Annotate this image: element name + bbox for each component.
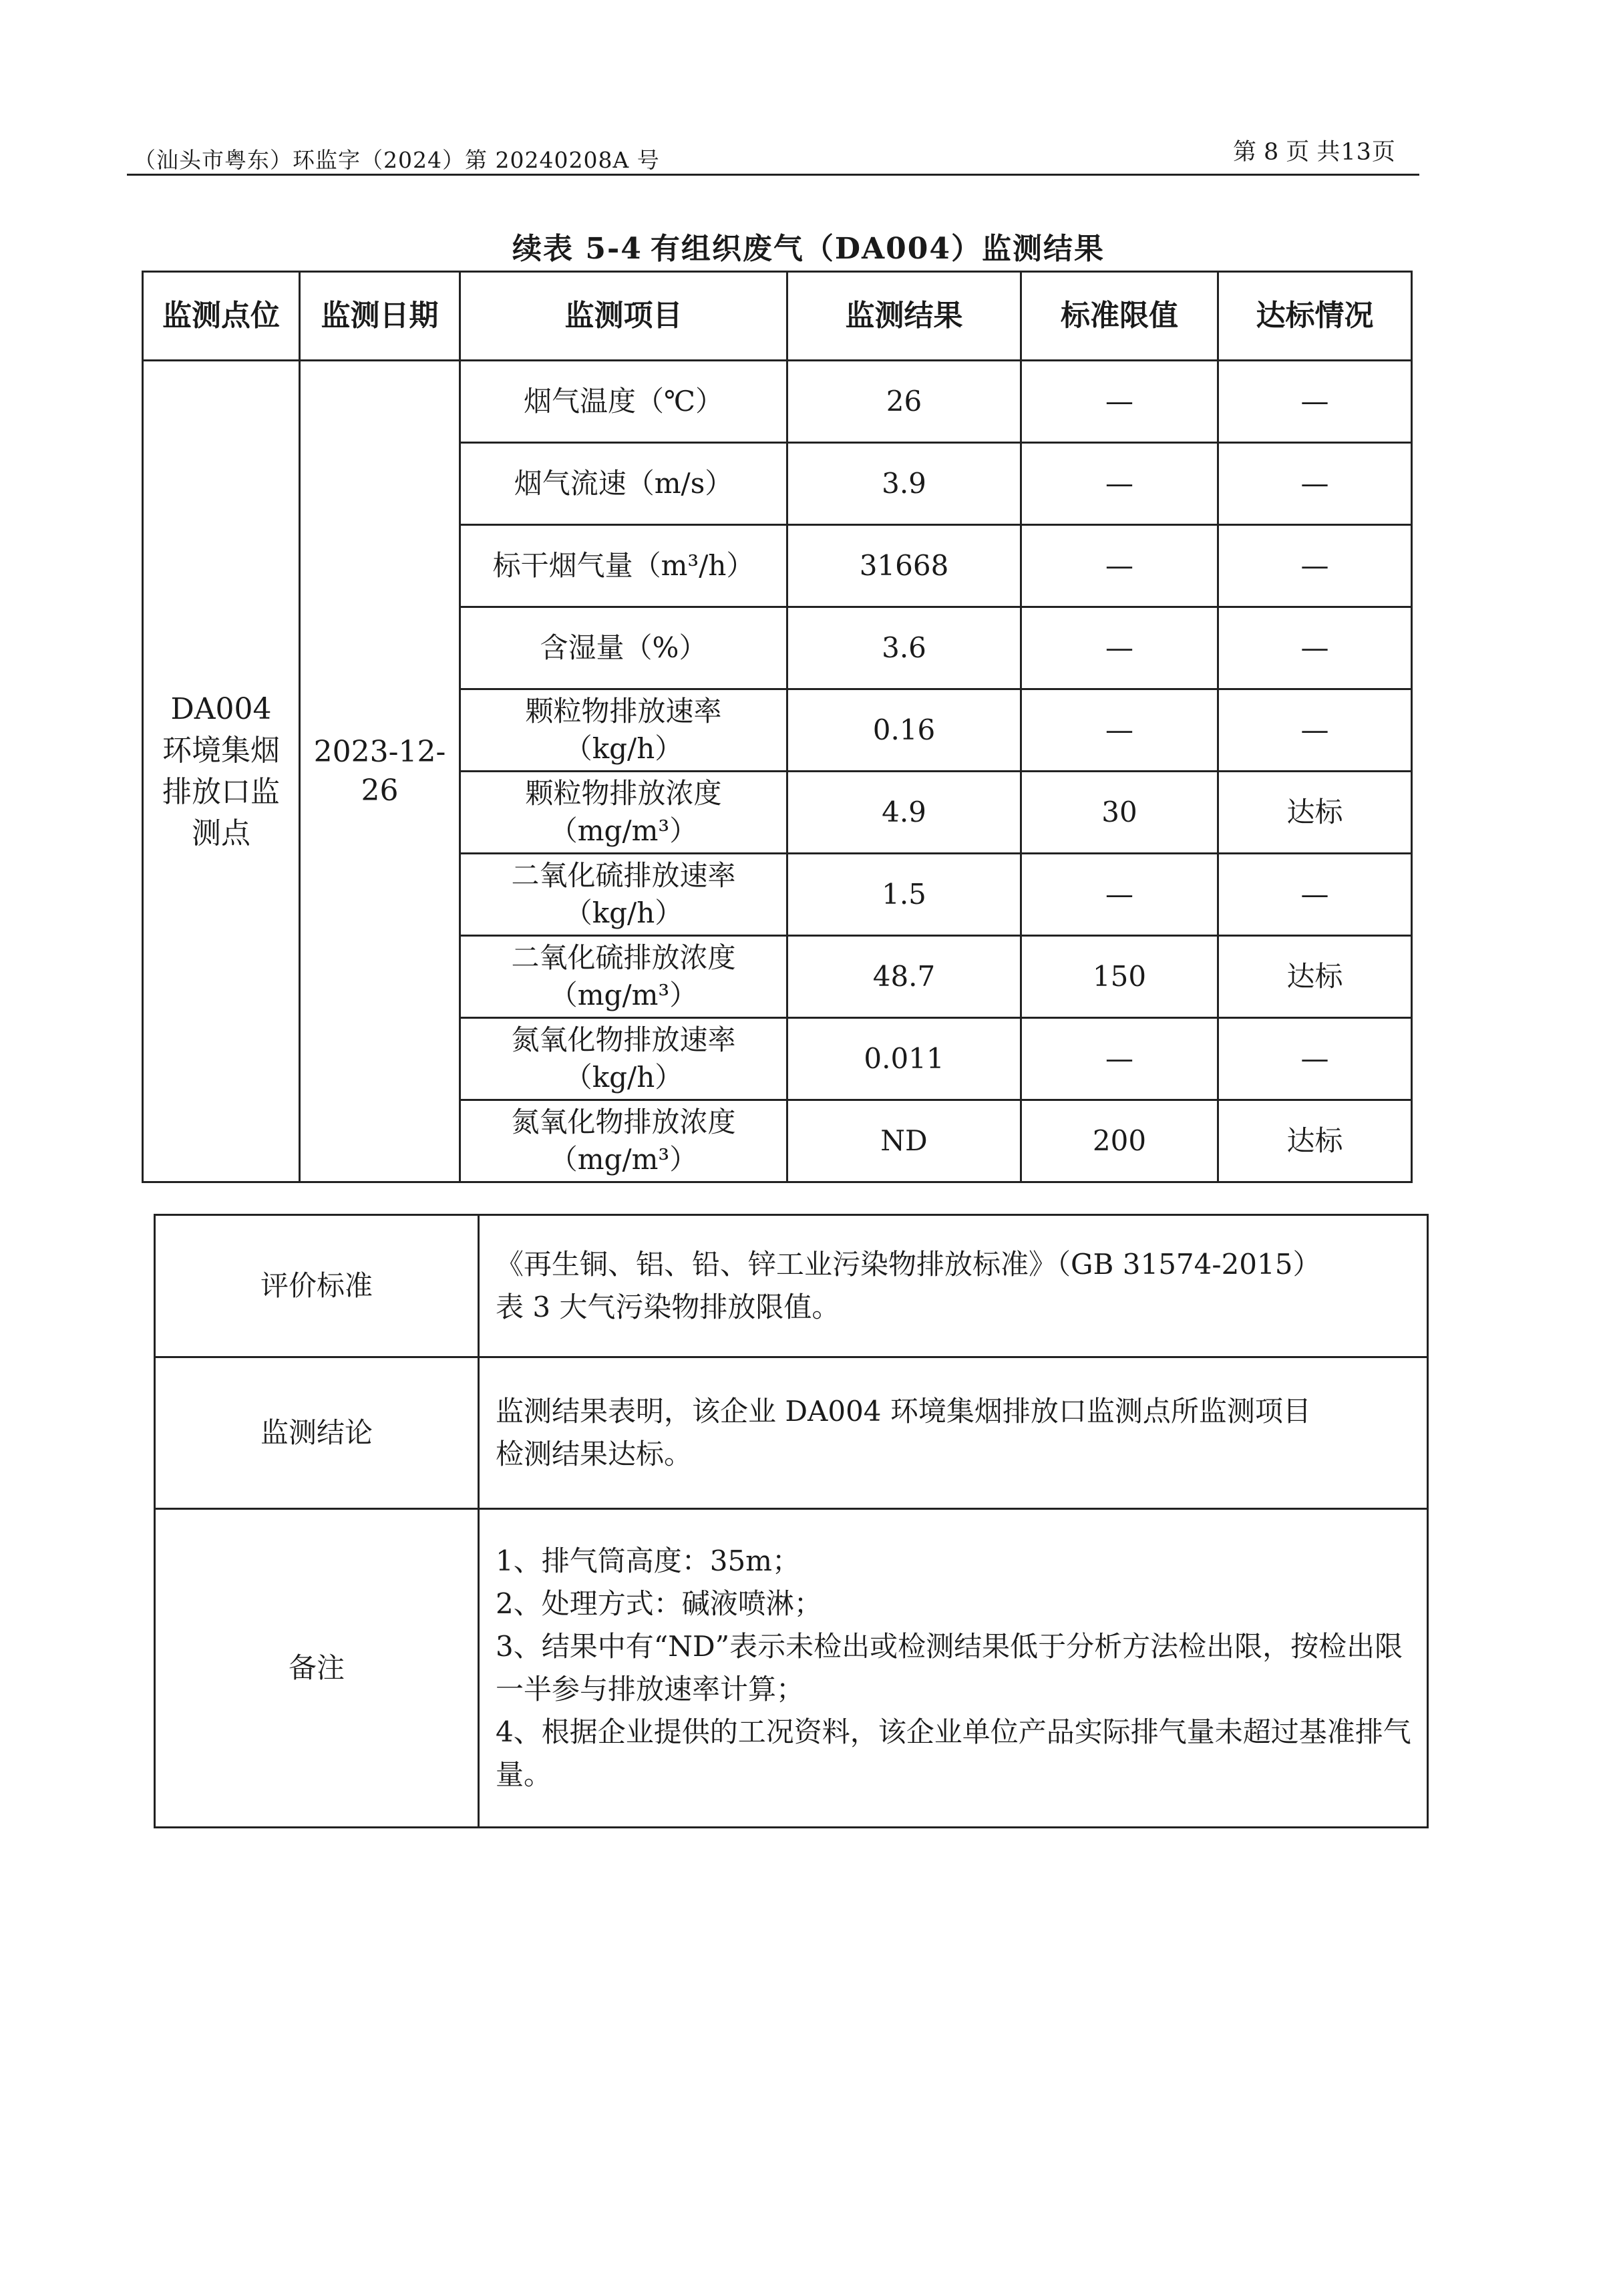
header-divider [127,174,1419,176]
status-cell: — [1218,689,1412,772]
page-label-mid: 页 [1286,139,1310,166]
evaluation-standard-line: 表 3 大气污染物排放限值。 [496,1291,840,1323]
result-cell: 26 [787,361,1021,443]
item-cell [460,361,787,443]
page-number: 8 [1264,139,1280,166]
point-line: DA004 [170,691,272,726]
point-line: 测点 [192,816,250,850]
limit-cell: — [1021,361,1218,443]
limit-cell: — [1021,689,1218,772]
item-unit: （mg/m³） [549,814,698,847]
table-title-prefix: 续表 5-4 [512,232,643,266]
table-row [143,361,1412,443]
point-line: 排放口监 [162,774,280,809]
item-name: 含湿量（%） [540,631,707,664]
header-compliance: 达标情况 [1218,272,1412,361]
limit-cell: 200 [1021,1100,1218,1182]
page-label-prefix: 第 [1233,139,1258,166]
result-cell: 4.9 [787,772,1021,854]
item-unit: （mg/m³） [549,1143,698,1176]
status-cell: — [1218,361,1412,443]
limit-cell: — [1021,443,1218,525]
point-line: 环境集烟 [162,733,280,768]
evaluation-standard-content [479,1215,1428,1357]
monitoring-conclusion-line: 监测结果表明，该企业 DA004 环境集烟排放口监测点所监测项目 [496,1395,1311,1428]
remark-item: 1、排气筒高度：35m； [496,1544,800,1577]
status-cell: 达标 [1218,772,1412,854]
item-cell [460,443,787,525]
limit-cell: — [1021,607,1218,689]
item-cell [460,854,787,936]
result-cell: ND [787,1100,1021,1182]
result-cell: 48.7 [787,936,1021,1018]
limit-cell: — [1021,1018,1218,1100]
result-cell: 31668 [787,525,1021,607]
status-cell: — [1218,1018,1412,1100]
item-name: 二氧化硫排放浓度 [511,941,736,974]
status-cell: — [1218,525,1412,607]
header-monitoring-result: 监测结果 [787,272,1021,361]
page-total: 共13页 [1316,139,1396,166]
table-title [0,224,1609,267]
monitoring-date-cell: 2023-12-26 [300,361,460,1182]
item-cell [460,525,787,607]
result-cell: 1.5 [787,854,1021,936]
page-indicator [1233,134,1403,167]
item-name: 二氧化硫排放速率 [511,859,736,892]
item-name: 氮氧化物排放速率 [511,1023,736,1056]
monitoring-conclusion-line: 检测结果达标。 [496,1438,693,1470]
monitoring-conclusion-label: 监测结论 [155,1357,479,1509]
status-cell: 达标 [1218,936,1412,1018]
limit-cell: 30 [1021,772,1218,854]
status-cell: — [1218,854,1412,936]
remarks-label: 备注 [155,1509,479,1828]
remark-item: 2、处理方式：碱液喷淋； [496,1587,822,1620]
item-unit: （kg/h） [564,896,683,929]
evaluation-standard-row [155,1215,1428,1357]
evaluation-notes-table [154,1214,1429,1828]
result-cell: 0.011 [787,1018,1021,1100]
item-name: 颗粒物排放速率 [525,695,722,727]
item-cell [460,689,787,772]
item-name: 烟气温度（℃） [524,385,723,418]
item-name: 氮氧化物排放浓度 [511,1106,736,1138]
status-cell: — [1218,443,1412,525]
remarks-content [479,1509,1428,1828]
document-number: （汕头市粤东）环监字（2024）第 20240208A 号 [134,147,660,173]
item-name: 烟气流速（m/s） [514,467,733,500]
limit-cell: 150 [1021,936,1218,1018]
remark-item: 4、根据企业提供的工况资料，该企业单位产品实际排气量未超过基准排气量。 [496,1715,1411,1791]
monitoring-point-cell [143,361,300,1182]
item-cell [460,936,787,1018]
status-cell: — [1218,607,1412,689]
remark-item: 3、结果中有“ND”表示未检出或检测结果低于分析方法检出限，按检出限一半参与排放速率计算； [496,1630,1403,1705]
header-monitoring-item: 监测项目 [460,272,787,361]
table-title-text: 有组织废气（DA004）监测结果 [650,232,1105,266]
item-unit: （kg/h） [564,1061,683,1094]
item-cell [460,772,787,854]
item-name: 颗粒物排放浓度 [525,777,722,810]
item-cell [460,607,787,689]
header-standard-limit: 标准限值 [1021,272,1218,361]
evaluation-standard-label: 评价标准 [155,1215,479,1357]
item-cell [460,1100,787,1182]
limit-cell: — [1021,854,1218,936]
result-cell: 3.9 [787,443,1021,525]
status-cell: 达标 [1218,1100,1412,1182]
result-cell: 3.6 [787,607,1021,689]
remarks-row [155,1509,1428,1828]
monitoring-conclusion-row [155,1357,1428,1509]
limit-cell: — [1021,525,1218,607]
item-unit: （mg/m³） [549,979,698,1011]
header-monitoring-point: 监测点位 [143,272,300,361]
table-header-row [143,272,1412,361]
evaluation-standard-line: 《再生铜、铝、铅、锌工业污染物排放标准》（GB 31574-2015） [496,1248,1321,1281]
header-monitoring-date: 监测日期 [300,272,460,361]
item-cell [460,1018,787,1100]
result-cell: 0.16 [787,689,1021,772]
monitoring-conclusion-content [479,1357,1428,1509]
item-name: 标干烟气量（m³/h） [492,549,755,582]
monitoring-results-table [142,271,1413,1183]
item-unit: （kg/h） [564,732,683,765]
